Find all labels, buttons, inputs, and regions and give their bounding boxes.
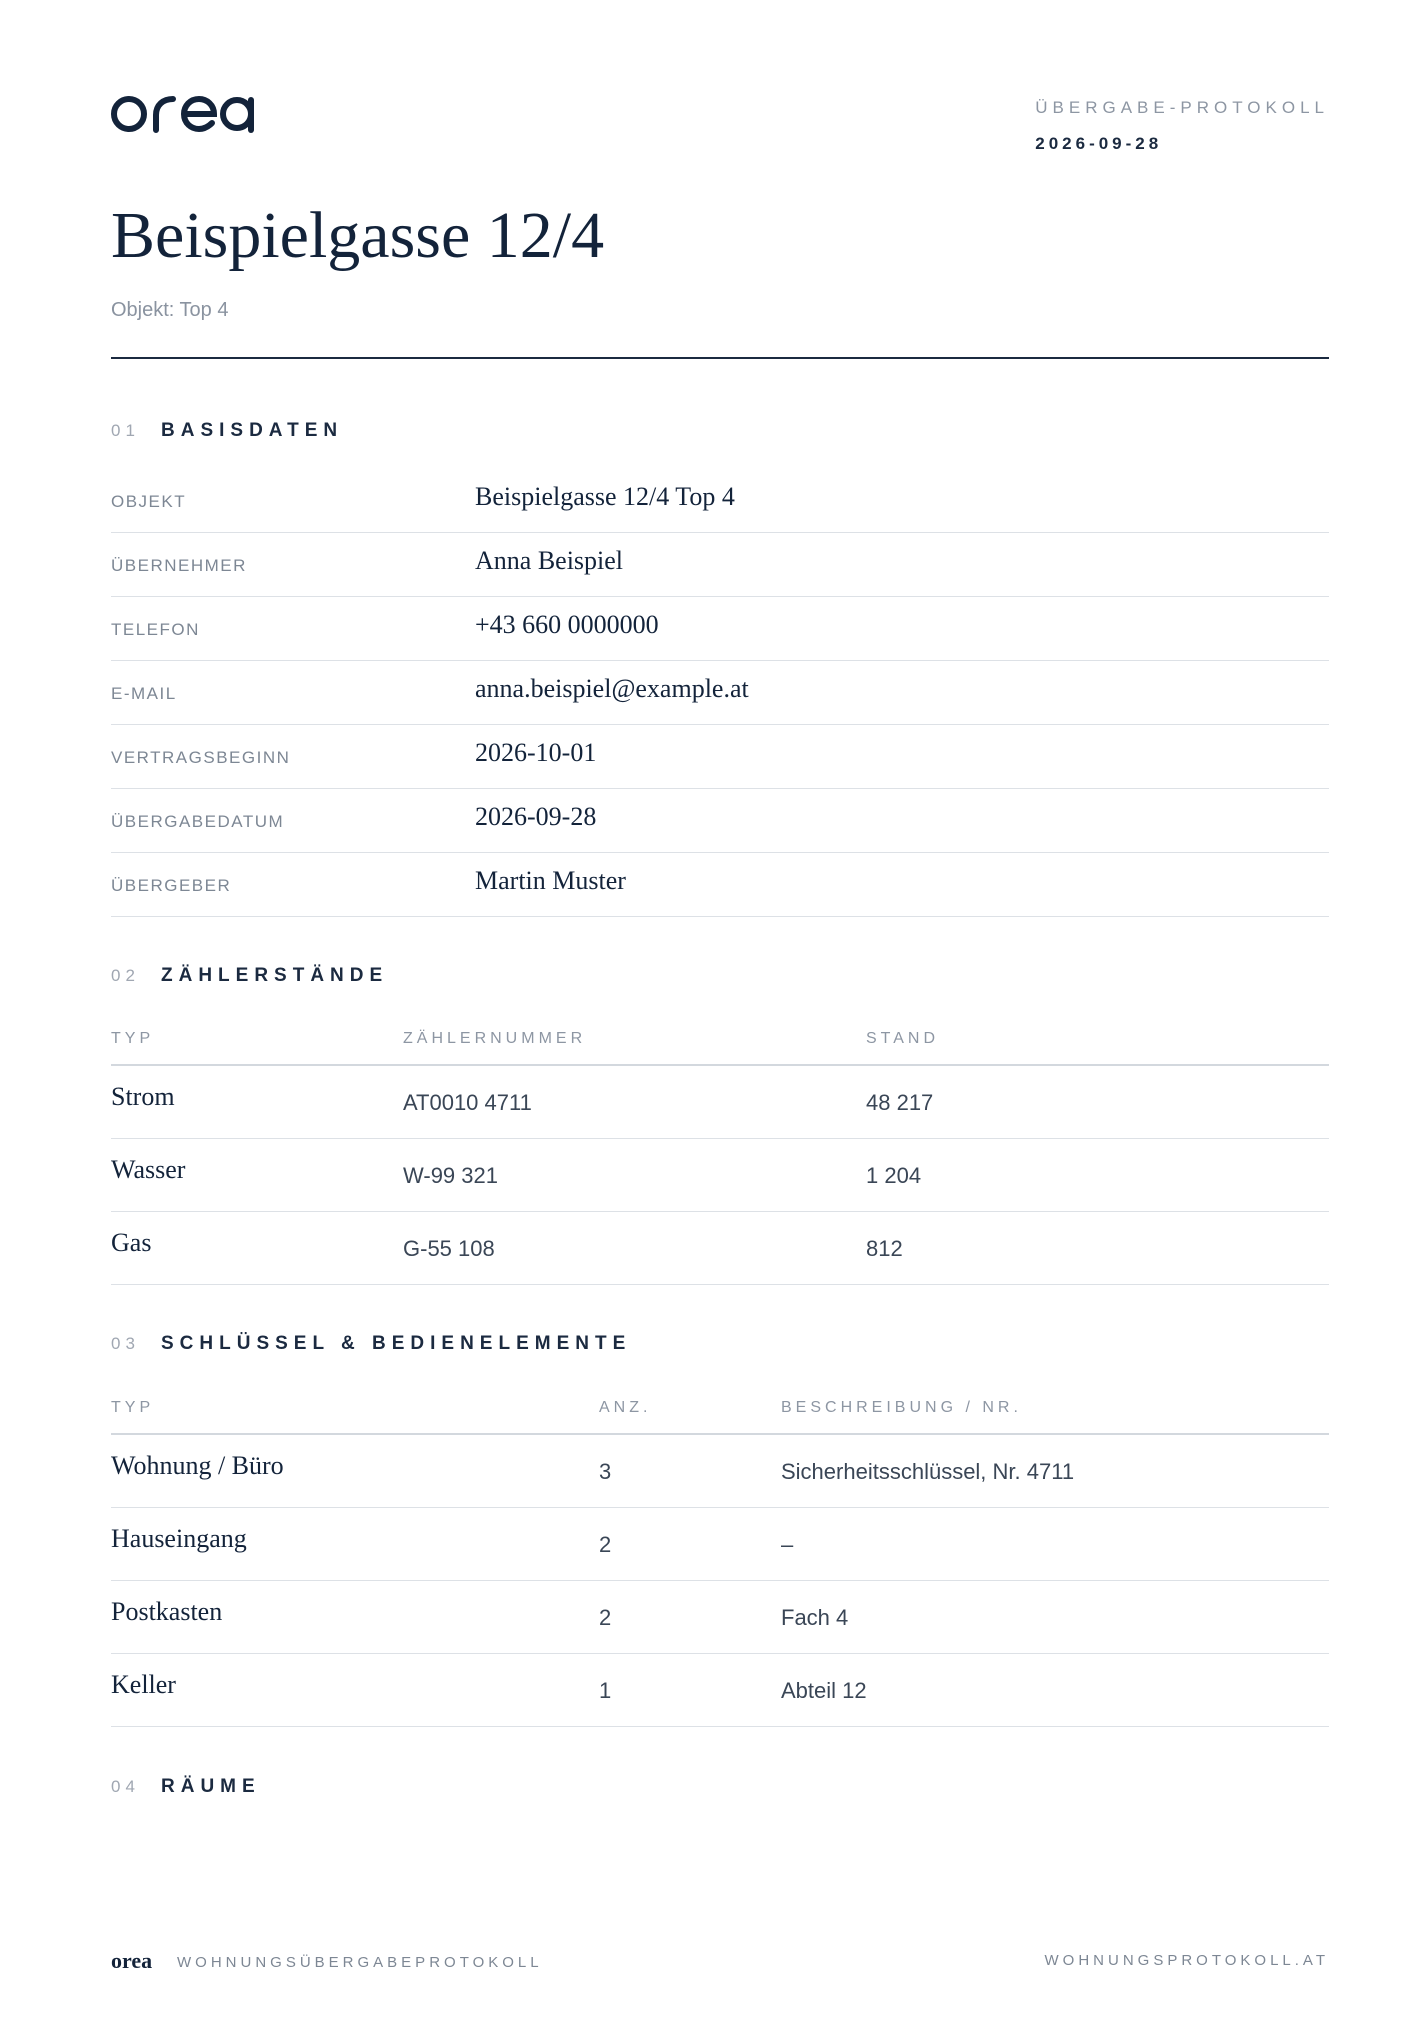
footer-document-name: WOHNUNGSÜBERGABEPROTOKOLL xyxy=(177,1954,543,1971)
field-value: 2026-10-01 xyxy=(475,738,597,767)
section-number: 04 xyxy=(111,1777,140,1796)
cell-stand: 1 204 xyxy=(866,1163,922,1188)
page-subtitle: Objekt: Top 4 xyxy=(111,299,229,321)
field-value: +43 660 0000000 xyxy=(475,610,659,639)
cell-typ: Postkasten xyxy=(111,1597,223,1626)
cell-anzahl: 2 xyxy=(599,1532,612,1557)
cell-nummer: AT0010 4711 xyxy=(403,1090,532,1115)
table-row xyxy=(111,1212,1329,1285)
basisdaten-row-uebernehmer xyxy=(111,533,1329,597)
column-header-anzahl: ANZ. xyxy=(599,1399,652,1416)
page-title: Beispielgasse 12/4 xyxy=(111,199,605,272)
cell-nummer: G-55 108 xyxy=(403,1236,495,1261)
section-title: ZÄHLERSTÄNDE xyxy=(161,965,389,986)
field-label: E-MAIL xyxy=(111,684,177,703)
section-heading-schluessel xyxy=(111,1333,631,1355)
table-header-row xyxy=(111,1387,1329,1435)
section-number: 02 xyxy=(111,966,140,985)
field-label: VERTRAGSBEGINN xyxy=(111,748,291,767)
protocol-page xyxy=(111,0,1329,2020)
table-row xyxy=(111,1654,1329,1727)
section-heading-basisdaten xyxy=(111,420,343,442)
cell-stand: 812 xyxy=(866,1236,903,1261)
page-header xyxy=(111,88,1329,153)
zaehler-table xyxy=(111,1018,1329,1285)
document-date: 2026-09-28 xyxy=(1035,134,1163,153)
column-header-nummer: ZÄHLERNUMMER xyxy=(403,1030,587,1047)
cell-typ: Gas xyxy=(111,1228,152,1257)
cell-anzahl: 1 xyxy=(599,1678,612,1703)
cell-beschreibung: Fach 4 xyxy=(781,1605,849,1630)
section-number: 03 xyxy=(111,1334,140,1353)
cell-typ: Wohnung / Büro xyxy=(111,1451,284,1480)
basisdaten-row-vertragsbeginn xyxy=(111,725,1329,789)
column-header-typ: TYP xyxy=(111,1399,155,1416)
orea-logo xyxy=(111,88,256,141)
table-row xyxy=(111,1435,1329,1508)
section-heading-zaehlerstaende xyxy=(111,965,388,987)
schluessel-table xyxy=(111,1387,1329,1727)
orea-logo-mark xyxy=(111,88,256,136)
table-row xyxy=(111,1508,1329,1581)
field-label: OBJEKT xyxy=(111,492,187,511)
field-value: Martin Muster xyxy=(475,866,626,895)
section-number: 01 xyxy=(111,421,140,440)
field-label: TELEFON xyxy=(111,620,200,639)
section-heading-raeume xyxy=(111,1776,261,1798)
table-row xyxy=(111,1066,1329,1139)
field-value: anna.beispiel@example.at xyxy=(475,674,749,703)
page-footer xyxy=(111,1948,1329,1978)
header-divider xyxy=(111,357,1329,359)
section-title: RÄUME xyxy=(161,1776,261,1797)
section-title: BASISDATEN xyxy=(161,420,344,441)
basisdaten-row-uebergabedatum xyxy=(111,789,1329,853)
column-header-typ: TYP xyxy=(111,1030,155,1047)
cell-stand: 48 217 xyxy=(866,1090,934,1115)
cell-beschreibung: – xyxy=(781,1532,794,1557)
field-value: Beispielgasse 12/4 Top 4 xyxy=(475,482,735,511)
field-value: 2026-09-28 xyxy=(475,802,597,831)
cell-typ: Wasser xyxy=(111,1155,186,1184)
field-label: ÜBERGABEDATUM xyxy=(111,812,285,831)
table-row xyxy=(111,1139,1329,1212)
footer-website: WOHNUNGSPROTOKOLL.AT xyxy=(1044,1952,1329,1969)
column-header-stand: STAND xyxy=(866,1030,940,1047)
field-label: ÜBERNEHMER xyxy=(111,556,247,575)
basisdaten-row-telefon xyxy=(111,597,1329,661)
field-label: ÜBERGEBER xyxy=(111,876,232,895)
footer-logo: orea xyxy=(111,1948,153,1973)
cell-beschreibung: Sicherheitsschlüssel, Nr. 4711 xyxy=(781,1459,1075,1484)
document-type: ÜBERGABE-PROTOKOLL xyxy=(1035,98,1329,117)
basisdaten-list xyxy=(111,469,1329,917)
section-title: SCHLÜSSEL & BEDIENELEMENTE xyxy=(161,1333,632,1354)
column-header-beschreibung: BESCHREIBUNG / NR. xyxy=(781,1399,1022,1416)
basisdaten-row-email xyxy=(111,661,1329,725)
cell-nummer: W-99 321 xyxy=(403,1163,498,1188)
cell-anzahl: 2 xyxy=(599,1605,612,1630)
cell-beschreibung: Abteil 12 xyxy=(781,1678,867,1703)
basisdaten-row-objekt xyxy=(111,469,1329,533)
field-value: Anna Beispiel xyxy=(475,546,624,575)
document-label xyxy=(1035,98,1329,154)
cell-anzahl: 3 xyxy=(599,1459,612,1484)
cell-typ: Strom xyxy=(111,1082,175,1111)
basisdaten-row-uebergeber xyxy=(111,853,1329,917)
table-header-row xyxy=(111,1018,1329,1066)
cell-typ: Hauseingang xyxy=(111,1524,247,1553)
table-row xyxy=(111,1581,1329,1654)
cell-typ: Keller xyxy=(111,1670,176,1699)
